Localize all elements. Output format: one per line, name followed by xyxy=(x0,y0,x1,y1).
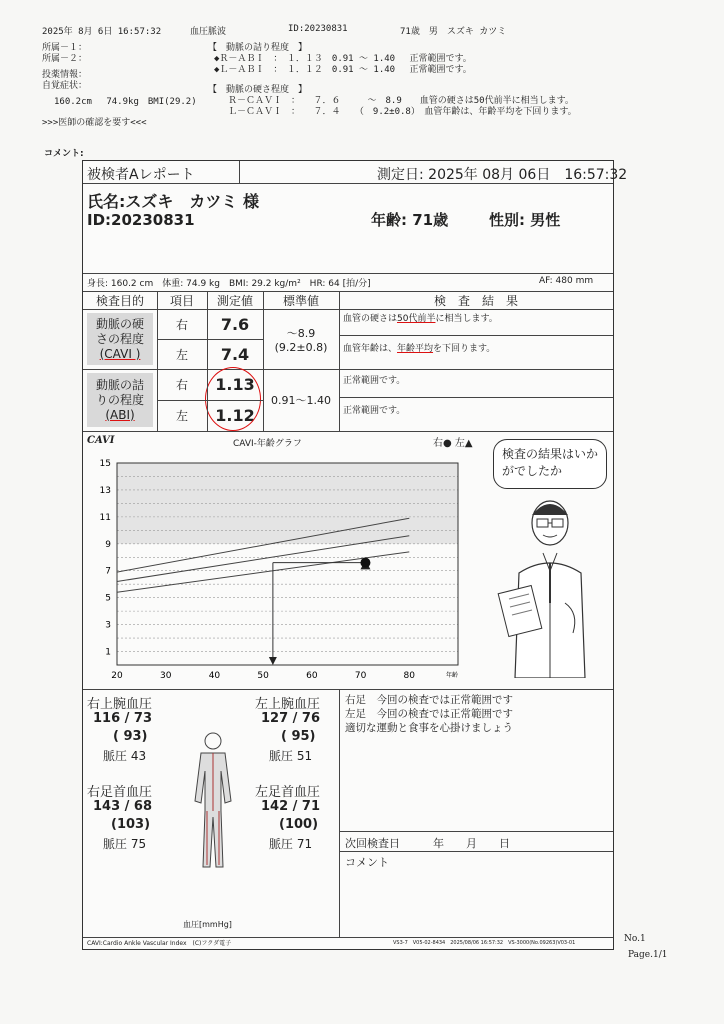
abi-annotation-circle xyxy=(205,367,261,431)
abi-purpose: 動脈の詰りの程度 (ABI) xyxy=(87,373,153,427)
cavi-left-label: 左 xyxy=(175,347,188,362)
cavi-result-right: 血管の硬さは50代前半に相当します。 xyxy=(343,314,498,324)
cavi-right-value: 7.6 xyxy=(220,314,250,334)
l-cavi-line: Ｌ－ＣＡＶＩ ： ７．４ （ 9.2±0.8） 血管年齢は、年齢平均を下回ります。 xyxy=(228,107,577,117)
y-tick-label: 1 xyxy=(105,647,111,658)
col-value: 測定値 xyxy=(216,293,253,308)
abi-standard: 0.91～1.40 xyxy=(271,394,331,407)
col-item: 項目 xyxy=(169,293,194,308)
blood-pressure-panel xyxy=(83,689,339,937)
advice-general: 適切な運動と食事を心掛けましょう xyxy=(345,722,513,734)
x-tick-label: 70 xyxy=(354,671,367,681)
r-cavi-line: Ｒ－ＣＡＶＩ ： ７．６ ～ 8.9 血管の硬さは50代前半に相当します。 xyxy=(228,96,574,106)
la-title: 左足首血圧 xyxy=(255,785,321,800)
lu-pulse: 脈圧 51 xyxy=(269,749,313,763)
print-id: ID:20230831 xyxy=(288,24,348,34)
col-result: 検 査 結 果 xyxy=(433,293,518,308)
advice-panel xyxy=(345,693,513,735)
footer-left: CAVI:Cardio Ankle Vascular Index (C)フクダ電子 xyxy=(87,940,232,947)
ra-mean: (103) xyxy=(111,817,151,832)
affil1: 所属－１： xyxy=(42,43,88,53)
cavi-right-label: 右 xyxy=(175,317,188,332)
lu-title: 左上腕血圧 xyxy=(255,697,321,712)
ra-value: 143 / 68 xyxy=(93,799,153,814)
y-tick-label: 9 xyxy=(105,539,111,550)
cavi-purpose: 動脈の硬さの程度 (CAVI ) xyxy=(87,313,153,365)
ru-title: 右上腕血圧 xyxy=(87,697,153,712)
la-pulse: 脈圧 71 xyxy=(269,837,313,851)
cavi-standard: ～8.9 (9.2±0.8) xyxy=(274,326,328,354)
x-tick-label: 60 xyxy=(306,671,318,681)
col-std: 標準値 xyxy=(282,293,319,308)
vitals-line: 身長: 160.2 cm 体重: 74.9 kg BMI: 29.2 kg/m² HR: 64 [拍/分] xyxy=(87,279,371,289)
ru-mean: ( 93) xyxy=(113,729,148,744)
patient-sex: 性別: 男性 xyxy=(489,211,561,229)
right-data-point xyxy=(360,558,370,568)
page-no: No.1 xyxy=(624,934,646,944)
x-tick-label: 50 xyxy=(257,671,269,681)
results-table xyxy=(83,291,613,431)
print-datetime: 2025年 8月 6日 16:57:32 xyxy=(42,27,162,37)
lu-value: 127 / 76 xyxy=(261,711,321,726)
age-arrowhead xyxy=(269,657,277,665)
measure-date: 測定日: 2025年 08月 06日 16:57:32 xyxy=(377,167,628,183)
x-tick-label: 30 xyxy=(159,671,172,681)
cavi-graph-panel xyxy=(83,431,613,689)
x-tick-label: 20 xyxy=(111,671,123,681)
patient-name: 氏名:スズキ カツミ 様 xyxy=(87,192,259,211)
cavi-result-left: 血管年齢は、年齢平均を下回ります。 xyxy=(343,344,496,354)
footer-right: VS3-7 V05-02-8434 2025/08/06 16:57:32 VS-3000(No.09263)V03-01 xyxy=(393,940,576,946)
doctor-confirm: >>>医師の確認を要す<<< xyxy=(42,118,147,128)
lu-mean: ( 95) xyxy=(281,729,316,744)
cavi-age-chart xyxy=(83,443,493,693)
body-figure-icon xyxy=(183,731,243,871)
af-value: AF: 480 mm xyxy=(539,276,594,286)
y-tick-label: 13 xyxy=(99,485,111,496)
la-mean: (100) xyxy=(279,817,319,832)
bp-unit: 血圧[mmHg] xyxy=(183,920,232,929)
y-tick-label: 5 xyxy=(105,593,111,604)
abi-left-value: 1.12 xyxy=(215,406,255,425)
col-purpose: 検査目的 xyxy=(95,293,144,308)
symptoms: 自覚症状： xyxy=(42,81,88,91)
y-tick-label: 7 xyxy=(105,566,111,577)
print-patient: 71歳 男 スズキ カツミ xyxy=(400,27,507,37)
la-value: 142 / 71 xyxy=(261,799,321,814)
comment-box-label: コメント xyxy=(345,856,389,869)
printout-header xyxy=(0,0,724,140)
ru-value: 116 / 73 xyxy=(93,711,153,726)
ra-pulse: 脈圧 75 xyxy=(103,837,147,851)
patient-age: 年齢: 71歳 xyxy=(371,211,449,229)
print-body: 160.2cm 74.9kg BMI(29.2) xyxy=(54,97,197,107)
x-tick-label: 40 xyxy=(208,671,221,681)
page-count: Page.1/1 xyxy=(628,950,668,960)
abi-right-value: 1.13 xyxy=(215,375,255,394)
comment-label: コメント: xyxy=(44,149,84,159)
r-abi-line: ◆Ｒ－ＡＢＩ ： １．１３ 0.91 ～ 1.40 正常範囲です。 xyxy=(214,54,472,64)
report-title: 被検者Aレポート xyxy=(87,167,195,183)
y-tick-label: 15 xyxy=(99,459,111,469)
speech-bubble: 検査の結果はいかがでしたか xyxy=(493,439,607,489)
advice-right: 右足 今回の検査では正常範囲です xyxy=(345,694,513,706)
print-test-name: 血圧脈波 xyxy=(190,27,227,37)
abi-right-label: 右 xyxy=(175,378,188,392)
advice-left: 左足 今回の検査では正常範囲です xyxy=(345,708,513,720)
graph-legend: 右● 左▲ xyxy=(433,438,473,449)
cavi-title: 【 動脈の硬さ程度 】 xyxy=(208,85,308,95)
y-tick-label: 3 xyxy=(105,620,111,631)
abi-result-right: 正常範囲です。 xyxy=(343,376,406,386)
graph-corner: CAVI xyxy=(87,435,115,446)
x-tick-label: 80 xyxy=(403,671,416,681)
l-abi-line: ◆Ｌ－ＡＢＩ ： １．１２ 0.91 ～ 1.40 正常範囲です。 xyxy=(214,65,472,75)
y-tick-label: 11 xyxy=(99,512,111,523)
med-info: 投薬情報： xyxy=(42,70,88,80)
report-sheet xyxy=(82,160,628,950)
ru-pulse: 脈圧 43 xyxy=(103,749,147,763)
ra-title: 右足首血圧 xyxy=(87,785,153,800)
graph-title: CAVI-年齢グラフ xyxy=(233,439,302,449)
x-unit-label: 年齢 xyxy=(446,672,459,679)
patient-id: ID:20230831 xyxy=(87,211,195,229)
cavi-left-value: 7.4 xyxy=(220,344,250,364)
abi-left-label: 左 xyxy=(175,409,188,423)
affil2: 所属－２： xyxy=(42,54,88,64)
doctor-illustration xyxy=(495,493,605,678)
abi-title: 【 動脈の詰り程度 】 xyxy=(208,43,308,53)
abi-result-left: 正常範囲です。 xyxy=(343,406,406,416)
next-exam-date: 次回検査日 年 月 日 xyxy=(345,837,510,850)
